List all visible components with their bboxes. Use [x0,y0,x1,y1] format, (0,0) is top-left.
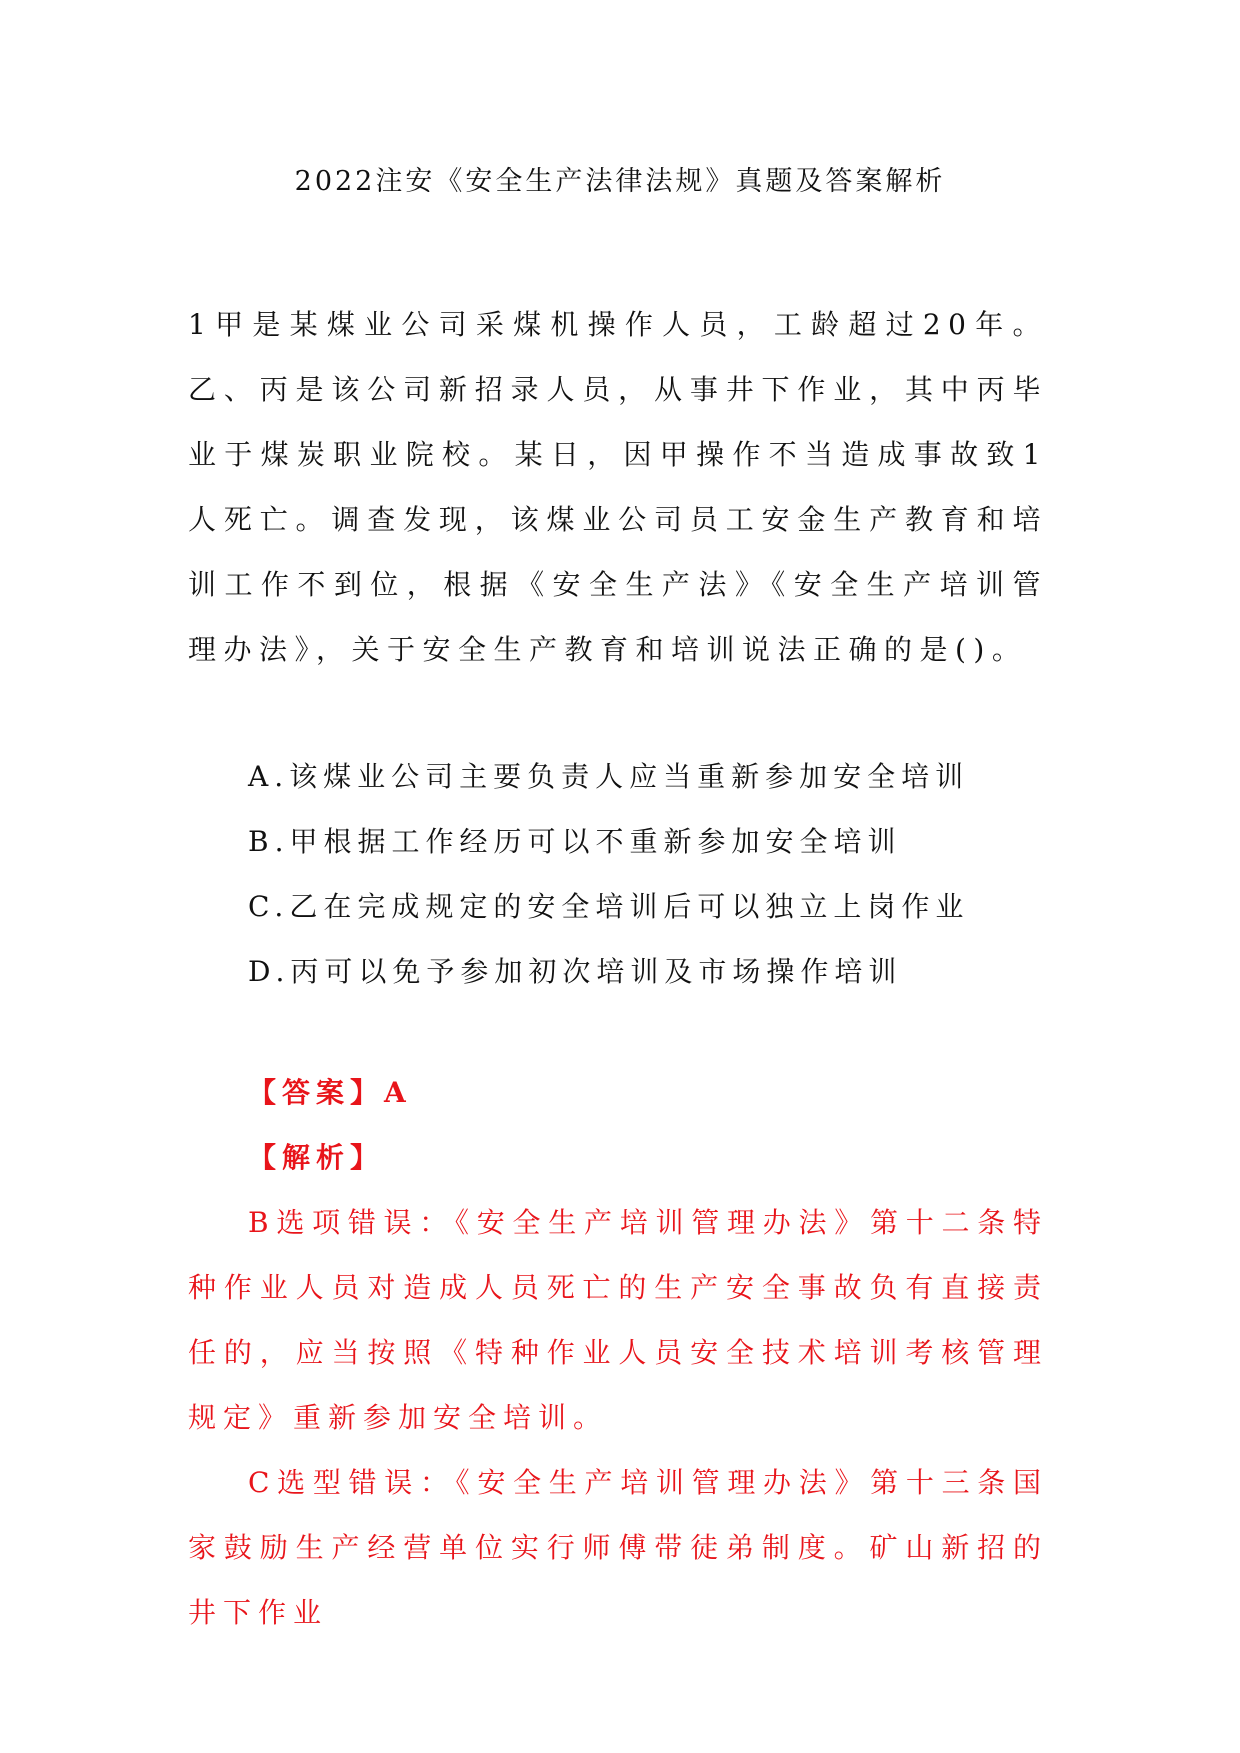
analysis-paragraph-c: C选型错误：《安全生产培训管理办法》第十三条国家鼓励生产经营单位实行师傅带徒弟制度。矿山新招的井下作业 [188,1466,1048,1629]
answer-label: 【答案】A [248,1076,412,1109]
option-b: B.甲根据工作经历可以不重新参加安全培训 [248,825,902,858]
analysis-label: 【解析】 [248,1141,385,1174]
question-text: 1甲是某煤业公司采煤机操作人员，工龄超过20年。乙、丙是该公司新招录人员，从事井下作业，其中丙毕业于煤炭职业院校。某日，因甲操作不当造成事故致1人死亡。调查发现，该煤业公司员工安金生产教育和培训工作不到位，根据《安全生产法》《安全生产培训管理办法》，关于安全生产教育和培训说法正确的是()。 [188,308,1048,666]
analysis-paragraph-b: B选项错误：《安全生产培训管理办法》第十二条特种作业人员对造成人员死亡的生产安全事故负有直接责任的，应当按照《特种作业人员安全技术培训考核管理规定》重新参加安全培训。 [188,1206,1048,1434]
option-list [248,744,1068,1004]
option-c: C.乙在完成规定的安全培训后可以独立上岗作业 [248,890,970,923]
option-d: D.丙可以免予参加初次培训及市场操作培训 [248,955,903,988]
option-a: A.该煤业公司主要负责人应当重新参加安全培训 [248,760,970,793]
answer-section [188,1060,1048,1645]
document-title: 2022注安《安全生产法律法规》真题及答案解析 [294,166,946,197]
